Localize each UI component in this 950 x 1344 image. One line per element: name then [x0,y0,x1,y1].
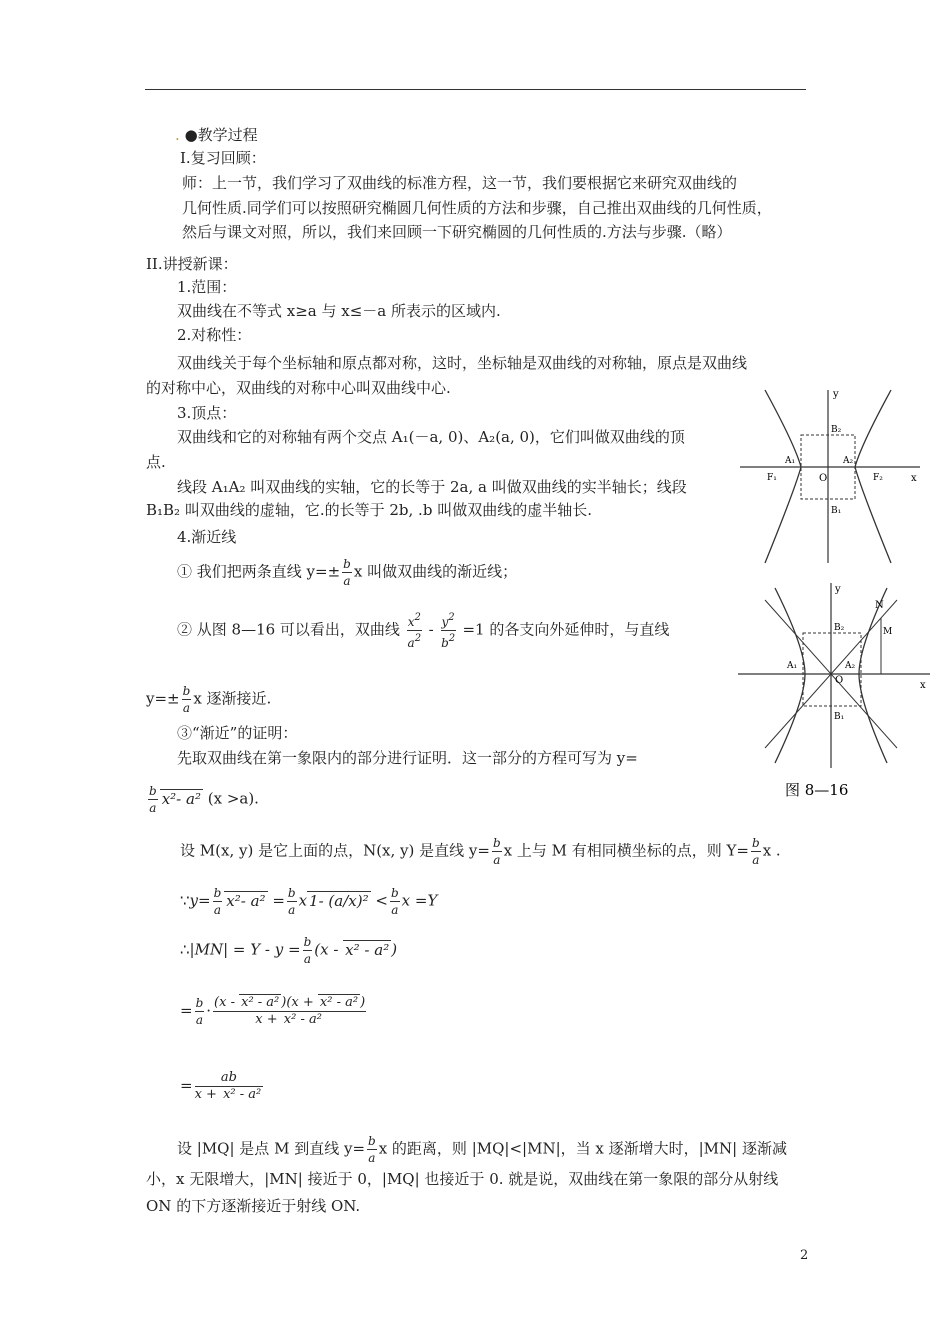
fraction-b-over-a: $\frac{b}{a}$ [195,996,204,1027]
hyperbola-figure-vertices [735,385,925,565]
simplified-expression: = $\frac{ab}{\text{x + x² - a²}}$ [180,1070,262,1102]
marker-dot: . [175,126,180,144]
label-y: y [835,584,841,595]
fraction-b-over-a: $\frac{b}{a}$ [287,886,296,917]
minus-sign: - [428,620,434,639]
fraction-b-over-a: $\frac{b}{a}$ [343,557,351,588]
review-paragraph-line-1: 师：上一节，我们学习了双曲线的标准方程，这一节，我们要根据它来研究双曲线的 [182,174,738,192]
fraction-b-over-a: $\frac{b}{a}$ [149,784,157,815]
left-branch [775,588,805,763]
proof-line-1: 先取双曲线在第一象限内的部分进行证明．这一部分的方程可写为 y= [177,749,638,767]
vertex-title: 3.顶点： [177,404,237,422]
asymptote-statement-2-cont: y=± $\frac{b}{a}$ x 逐渐接近. [146,684,272,715]
fraction-b-over-a: $\frac{b}{a}$ [368,1134,376,1165]
fraction-b-over-a: $\frac{b}{a}$ [390,886,399,917]
label-y: y [833,389,839,400]
label-a2: A₂ [845,661,856,671]
range-text: 双曲线在不等式 x≥a 与 x≤－a 所表示的区域内. [177,302,501,320]
review-paragraph-line-2: 几何性质.同学们可以按照研究椭圆几何性质的方法和步骤，自己推出双曲线的几何性质， [182,199,772,217]
label-a1: A₁ [787,661,798,671]
page-number: 2 [800,1248,809,1263]
axis-line-1: 线段 A₁A₂ 叫双曲线的实轴，它的长等于 2a, a 叫做双曲线的实半轴长；线段 [177,478,687,496]
axis-line-2: B₁B₂ 叫双曲线的虚轴，它.的长等于 2b, .b 叫做双曲线的虚半轴长. [146,501,592,519]
m-n-definition: 设 M(x, y) 是它上面的点，N(x, y) 是直线 y= $\frac{b}{a}$ x 上与 M 有相同横坐标的点，则 Y= $\frac{b}{a}$ x . [180,836,781,867]
label-f1: F₁ [767,473,777,483]
label-b2: B₂ [834,623,845,633]
label-o: O [819,473,828,484]
therefore-equation: ∴|MN| = Y - y = $\frac{b}{a}$ (x - x² - a² ) [180,935,398,966]
conclusion-line-1: 设 |MQ| 是点 M 到直线 y= $\frac{b}{a}$ x 的距离，则 |MQ|<|MN|，当 x 逐渐增大时，|MN| 逐渐减 [177,1134,787,1165]
asymptote-statement-1: ① 我们把两条直线 y=± $\frac{b}{a}$ x 叫做双曲线的渐近线； [177,557,518,588]
conjugate-fraction: $\frac{\text{(x - x² - a² )(x + x² - a² )}}{\text{x + x² - a²}}$ [214,995,366,1027]
review-paragraph-line-3: 然后与课文对照，所以，我们来回顾一下研究椭圆的几何性质的.方法与步骤.（略） [182,223,732,241]
because-equation: ∵y= $\frac{b}{a}$ x²- a² = $\frac{b}{a}$ x 1- (a/x)² < $\frac{b}{a}$ x =Y [180,886,438,917]
fraction-b-over-a: $\frac{b}{a}$ [492,836,501,867]
proof-title: ③“渐近”的证明： [177,724,298,742]
fraction-b-over-a: $\frac{b}{a}$ [182,684,191,715]
label-x: x [920,680,926,691]
vertex-line-1: 双曲线和它的对称轴有两个交点 A₁(－a, 0)、A₂(a, 0)，它们叫做双曲线的顶 [177,428,685,446]
label-m: M [883,627,893,637]
symmetry-line-2: 的对称中心，双曲线的对称中心叫双曲线中心. [146,379,451,397]
label-a2: A₂ [843,456,854,466]
proof-line-2: $\frac{b}{a}$ x²- a² (x >a). [149,784,259,815]
label-b1: B₁ [831,506,842,516]
section-title: . ●教学过程 [175,126,258,144]
fraction-b-over-a: $\frac{b}{a}$ [213,886,222,917]
figure-caption: 图 8—16 [785,781,849,799]
vertex-line-2: 点. [146,453,166,471]
new-lesson-heading: II.讲授新课： [146,255,238,273]
symmetry-title: 2.对称性： [177,326,252,344]
rationalized-expression: = $\frac{b}{a}$ · $\frac{\text{(x - x² - a² )(x + x² - a² )}}{\text{x + x² - a²}}$ [180,995,366,1027]
label-b1: B₁ [834,712,845,722]
label-b2: B₂ [831,425,842,435]
conclusion-line-3: ON 的下方逐渐接近于射线 ON. [146,1197,361,1215]
label-x: x [911,473,917,484]
asymptote-statement-2: ② 从图 8—16 可以看出，双曲线 $\frac{x^2}{a^2}$ - $\frac{y^2}{b^2}$ =1 的各支向外延伸时，与直线 [177,612,670,650]
right-branch [859,588,887,763]
fraction-b-over-a: $\frac{b}{a}$ [752,836,760,867]
label-a1: A₁ [785,456,796,466]
label-o: O [835,675,844,686]
conclusion-line-2: 小，x 无限增大，|MN| 接近于 0，|MQ| 也接近于 0. 就是说，双曲线在第一象限的部分从射线 [146,1170,779,1188]
header-rule [145,89,806,90]
hyperbola-figure-asymptotes [735,578,935,803]
symmetry-line-1: 双曲线关于每个坐标轴和原点都对称，这时，坐标轴是双曲线的对称轴，原点是双曲线 [177,354,748,372]
label-f2: F₂ [873,473,883,483]
label-n: N [875,600,884,611]
sqrt-x2-a2: x²- a² [161,789,201,808]
fraction-y2-over-b2: $\frac{y^2}{b^2}$ [441,612,456,650]
fraction-b-over-a: $\frac{b}{a}$ [303,935,312,966]
asymptote-title: 4.渐近线 [177,528,237,546]
review-heading: I.复习回顾： [180,149,266,167]
equals-one: =1 [462,620,485,639]
fraction-x2-over-a2: $\frac{x^2}{a^2}$ [407,612,422,650]
ab-fraction: $\frac{ab}{\text{x + x² - a²}}$ [194,1070,262,1102]
range-title: 1.范围： [177,278,237,296]
